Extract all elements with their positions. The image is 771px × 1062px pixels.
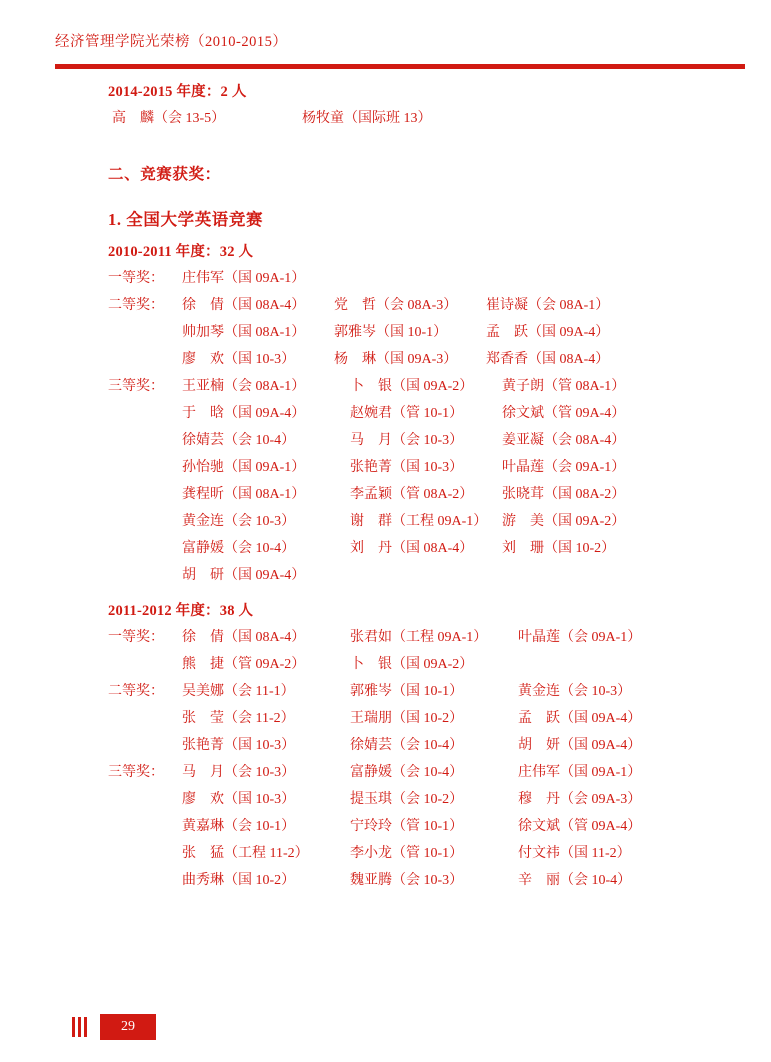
award-label: 二等奖： — [108, 684, 164, 699]
award-names — [182, 481, 654, 508]
name-item: 王瑞朋（国 10-2） — [350, 711, 464, 726]
name-item: 龚程昕（国 08A-1） — [182, 487, 306, 502]
name-item: 熊 捷（管 09A-2） — [182, 657, 306, 672]
name-item: 马 月（会 10-3） — [182, 765, 296, 780]
award-names — [182, 705, 670, 732]
name-item: 刘 丹（国 08A-4） — [350, 541, 474, 556]
award-label — [108, 732, 182, 759]
name-item: 黄嘉琳（会 10-1） — [182, 819, 296, 834]
award-label: 三等奖： — [108, 379, 164, 394]
page-content — [0, 80, 771, 894]
award-row — [108, 319, 716, 346]
spacer — [0, 589, 771, 599]
name-item: 黄子朗（管 08A-1） — [502, 379, 626, 394]
award-names — [182, 508, 654, 535]
spacer — [0, 230, 771, 240]
award-label — [108, 813, 182, 840]
award-label — [108, 562, 182, 589]
contest-heading: 1. 全国大学英语竞赛 — [108, 210, 264, 229]
name-item: 郭雅岑（国 10-1） — [334, 325, 448, 340]
award-names — [182, 732, 670, 759]
name-item: 徐文斌（管 09A-4） — [502, 406, 626, 421]
award-names — [182, 292, 638, 319]
award-row — [108, 813, 716, 840]
year-heading: 2014-2015 年度：2 人 — [108, 84, 247, 100]
award-label — [108, 400, 182, 427]
award-names — [182, 813, 670, 840]
award-names — [182, 427, 654, 454]
name-item: 提玉琪（会 10-2） — [350, 792, 464, 807]
award-names — [182, 265, 334, 292]
award-row — [108, 786, 716, 813]
name-item: 党 哲（会 08A-3） — [334, 298, 458, 313]
award-label — [108, 840, 182, 867]
award-row — [108, 292, 716, 319]
name-item: 刘 珊（国 10-2） — [502, 541, 616, 556]
award-label: 一等奖： — [108, 630, 164, 645]
award-row — [108, 624, 716, 651]
award-row — [108, 759, 716, 786]
award-row — [108, 346, 716, 373]
name-item: 张君如（工程 09A-1） — [350, 630, 488, 645]
year-heading: 2010-2011 年度：32 人 — [108, 244, 254, 260]
name-item: 游 美（国 09A-2） — [502, 514, 626, 529]
name-item: 赵婉君（管 10-1） — [350, 406, 464, 421]
award-names — [182, 840, 670, 867]
name-item: 卜 银（国 09A-2） — [350, 379, 474, 394]
award-label: 二等奖： — [108, 298, 164, 313]
name-item: 张 猛（工程 11-2） — [182, 846, 309, 861]
award-names — [182, 786, 670, 813]
name-item: 徐文斌（管 09A-4） — [518, 819, 642, 834]
award-row — [108, 840, 716, 867]
award-label — [108, 535, 182, 562]
name-item: 叶晶莲（会 09A-1） — [518, 630, 642, 645]
spacer — [0, 132, 771, 162]
award-label — [108, 454, 182, 481]
name-item: 吴美娜（会 11-1） — [182, 684, 295, 699]
name-item: 孙怡驰（国 09A-1） — [182, 460, 306, 475]
header-rule — [55, 64, 745, 69]
award-row — [108, 373, 716, 400]
award-names — [182, 678, 670, 705]
name-item: 富静媛（会 10-4） — [350, 765, 464, 780]
name-item: 辛 丽（会 10-4） — [518, 873, 632, 888]
name-item: 黄金连（会 10-3） — [518, 684, 632, 699]
name-item: 张艳菁（国 10-3） — [350, 460, 464, 475]
name-item: 庄伟军（国 09A-1） — [182, 271, 306, 286]
name-item: 徐婧芸（会 10-4） — [350, 738, 464, 753]
name-item: 廖 欢（国 10-3） — [182, 792, 296, 807]
award-label — [108, 705, 182, 732]
header-title: 经济管理学院光荣榜（2010-2015） — [55, 34, 288, 50]
award-label — [108, 867, 182, 894]
name-item: 胡 研（国 09A-4） — [182, 568, 306, 583]
award-label — [108, 427, 182, 454]
award-names — [182, 624, 670, 651]
name-item: 王亚楠（会 08A-1） — [182, 379, 306, 394]
block-year-2011-2012 — [0, 599, 771, 894]
page-number: 29 — [100, 1014, 156, 1040]
name-item: 崔诗凝（会 08A-1） — [486, 298, 610, 313]
award-row — [108, 427, 716, 454]
award-row — [108, 705, 716, 732]
name-item: 孟 跃（国 09A-4） — [486, 325, 610, 340]
name-item: 杨牧童（国际班 13） — [302, 111, 432, 126]
name-item: 卜 银（国 09A-2） — [350, 657, 474, 672]
name-item: 张 莹（会 11-2） — [182, 711, 295, 726]
award-label: 一等奖： — [108, 271, 164, 286]
name-item: 高 麟（会 13-5） — [112, 111, 226, 126]
award-row — [108, 651, 716, 678]
block-year-2014-2015 — [0, 80, 771, 132]
name-item: 宁玲玲（管 10-1） — [350, 819, 464, 834]
section-heading: 二、竞赛获奖： — [108, 166, 221, 183]
name-item: 付文祎（国 11-2） — [518, 846, 631, 861]
name-item: 徐 倩（国 08A-4） — [182, 298, 306, 313]
year-heading: 2011-2012 年度：38 人 — [108, 603, 254, 619]
name-item: 李孟颖（管 08A-2） — [350, 487, 474, 502]
award-names — [182, 373, 654, 400]
name-row — [108, 105, 716, 132]
name-item: 黄金连（会 10-3） — [182, 514, 296, 529]
name-item: 郭雅岑（国 10-1） — [350, 684, 464, 699]
name-item: 姜亚凝（会 08A-4） — [502, 433, 626, 448]
name-item: 富静媛（会 10-4） — [182, 541, 296, 556]
award-label — [108, 319, 182, 346]
name-item: 杨 琳（国 09A-3） — [334, 352, 458, 367]
name-item: 郑香香（国 08A-4） — [486, 352, 610, 367]
award-names — [182, 346, 638, 373]
award-row — [108, 265, 716, 292]
name-item: 穆 丹（会 09A-3） — [518, 792, 642, 807]
block-section-two — [0, 162, 771, 184]
name-item: 徐婧芸（会 10-4） — [182, 433, 296, 448]
block-contest-1 — [0, 206, 771, 230]
name-item: 孟 跃（国 09A-4） — [518, 711, 642, 726]
name-item: 叶晶莲（会 09A-1） — [502, 460, 626, 475]
award-row — [108, 508, 716, 535]
name-item: 张晓茸（国 08A-2） — [502, 487, 626, 502]
award-row — [108, 481, 716, 508]
name-item: 谢 群（工程 09A-1） — [350, 514, 488, 529]
name-item: 魏亚腾（会 10-3） — [350, 873, 464, 888]
page-footer — [0, 1014, 771, 1040]
award-names — [182, 867, 670, 894]
award-row — [108, 562, 716, 589]
award-names — [182, 400, 654, 427]
award-names — [182, 319, 638, 346]
award-names — [182, 535, 654, 562]
award-label — [108, 651, 182, 678]
spacer — [0, 184, 771, 206]
name-item: 廖 欢（国 10-3） — [182, 352, 296, 367]
award-names — [182, 759, 670, 786]
name-item: 曲秀琳（国 10-2） — [182, 873, 296, 888]
award-label — [108, 481, 182, 508]
award-names — [182, 651, 518, 678]
award-row — [108, 867, 716, 894]
name-item: 徐 倩（国 08A-4） — [182, 630, 306, 645]
name-item: 马 月（会 10-3） — [350, 433, 464, 448]
award-row — [108, 400, 716, 427]
award-row — [108, 732, 716, 759]
name-item: 庄伟军（国 09A-1） — [518, 765, 642, 780]
block-year-2010-2011 — [0, 240, 771, 589]
name-item: 于 晗（国 09A-4） — [182, 406, 306, 421]
name-item: 张艳菁（国 10-3） — [182, 738, 296, 753]
award-names — [182, 562, 350, 589]
name-item: 李小龙（管 10-1） — [350, 846, 464, 861]
award-row — [108, 678, 716, 705]
award-label: 三等奖： — [108, 765, 164, 780]
page-header — [0, 30, 771, 76]
award-row — [108, 454, 716, 481]
award-row — [108, 535, 716, 562]
name-item: 帅加琴（国 08A-1） — [182, 325, 306, 340]
footer-decoration-bars — [72, 1017, 94, 1037]
award-label — [108, 346, 182, 373]
award-label — [108, 508, 182, 535]
award-names — [182, 454, 654, 481]
award-label — [108, 786, 182, 813]
name-item: 胡 妍（国 09A-4） — [518, 738, 642, 753]
